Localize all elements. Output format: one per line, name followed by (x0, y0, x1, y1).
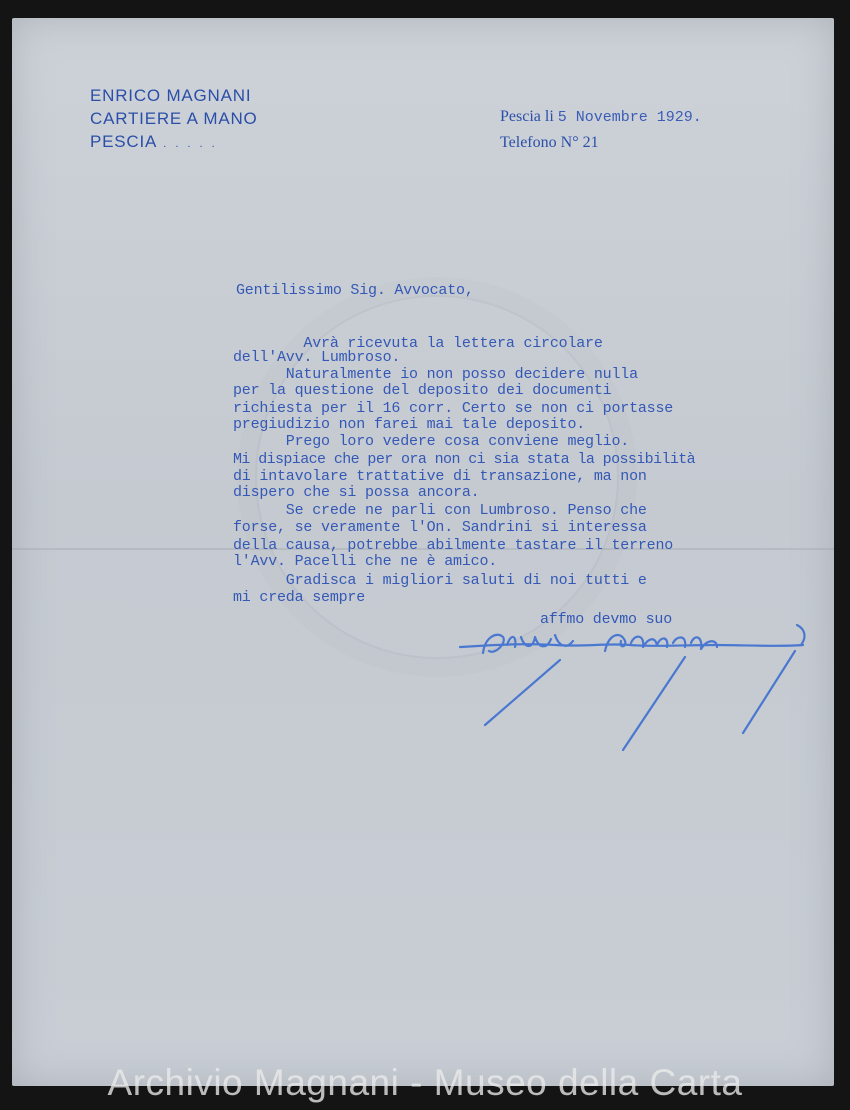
closing: affmo devmo suo (540, 611, 673, 628)
body-line: dispero che si possa ancora. (233, 484, 480, 501)
company-business: CARTIERE A MANO (90, 109, 258, 128)
body-line: dell'Avv. Lumbroso. (233, 349, 401, 366)
body-line: Se crede ne parli con Lumbroso. Penso che (233, 502, 647, 519)
date-line (500, 104, 702, 131)
company-name: ENRICO MAGNANI (90, 86, 252, 105)
company-city-dots: . . . . . (157, 138, 218, 150)
body-line: Avrà ricevuta la lettera circolare (233, 335, 603, 352)
body-line: l'Avv. Pacelli che ne è amico. (233, 553, 498, 570)
body-line: Prego loro vedere cosa conviene meglio. (233, 433, 630, 450)
body-line: della causa, potrebbe abilmente tastare il terreno (233, 537, 674, 554)
body-line: richiesta per il 16 corr. Certo se non ci portasse (233, 400, 674, 417)
archive-credit-watermark: Archivio Magnani - Museo della Carta (107, 1062, 743, 1103)
letterhead-company (90, 84, 258, 156)
body-line: Gradisca i migliori saluti di noi tutti e (233, 572, 647, 589)
body-line: per la questione del deposito dei documenti (233, 382, 612, 399)
phone-number: Telefono N° 21 (500, 134, 599, 151)
letter-date: 5 Novembre 1929. (557, 109, 702, 126)
body-line: Mi dispiace che per ora non ci sia stata la possibilità (233, 451, 696, 468)
body-line: pregiudizio non farei mai tale deposito. (233, 416, 586, 433)
body-line: mi creda sempre (233, 589, 366, 606)
salutation: Gentilissimo Sig. Avvocato, (236, 282, 474, 299)
body-line: di intavolare trattative di transazione, ma non (233, 468, 647, 485)
body-line: Naturalmente io non posso decidere nulla (233, 366, 638, 383)
handwritten-signature (455, 615, 815, 765)
company-city: PESCIA (90, 132, 158, 151)
company-city-line (90, 130, 258, 156)
date-place: Pescia li (500, 108, 554, 125)
body-line: forse, se veramente l'On. Sandrini si interessa (233, 519, 647, 536)
